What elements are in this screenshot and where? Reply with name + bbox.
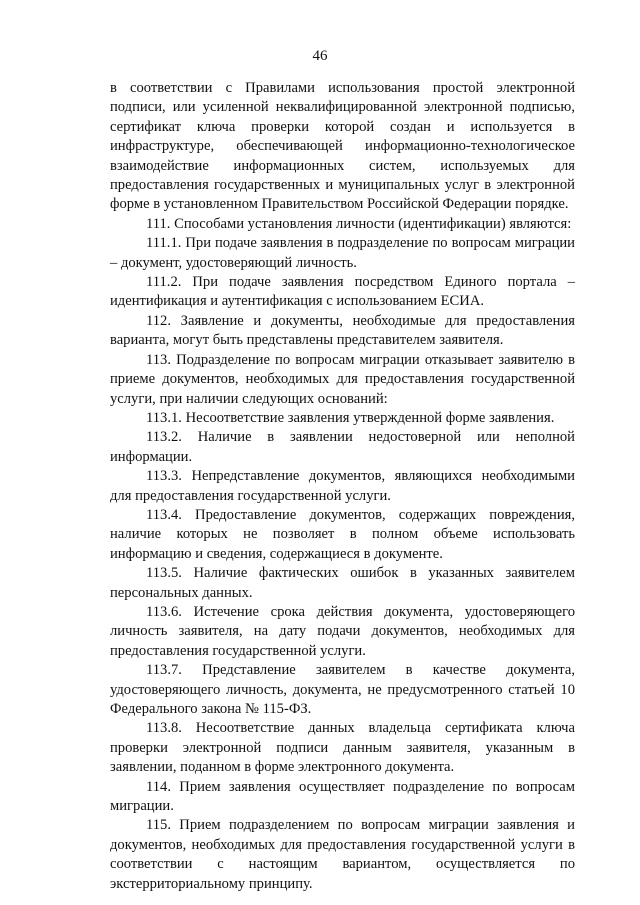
- page-number: 46: [312, 48, 328, 64]
- paragraph-111-1: 111.1. При подаче заявления в подразделение по вопросам миграции – документ, удостоверяющий личность.: [110, 235, 575, 271]
- paragraph-113-6: 113.6. Истечение срока действия документа, удостоверяющего личность заявителя, на дату подачи документов, необходимых для предоставления государственной услуги.: [110, 603, 575, 659]
- paragraph-113-5: 113.5. Наличие фактических ошибок в указанных заявителем персональных данных.: [110, 565, 575, 601]
- paragraph-113: 113. Подразделение по вопросам миграции отказывает заявителю в приеме документов, необходимых для предоставления государственной услуги, при наличии следующих оснований:: [110, 351, 575, 407]
- paragraph-111-2: 111.2. При подаче заявления посредством Единого портала – идентификация и аутентификация с использованием ЕСИА.: [110, 274, 575, 310]
- paragraph-112: 112. Заявление и документы, необходимые для предоставления варианта, могут быть представлены представителем заявителя.: [110, 312, 575, 349]
- paragraph-113-3: 113.3. Непредставление документов, являющихся необходимыми для предоставления государственной услуги.: [110, 468, 575, 504]
- paragraph-113-7: 113.7. Представление заявителем в качестве документа, удостоверяющего личность, документа, не предусмотренного статьей 10 Федерального закона № 115-ФЗ.: [110, 662, 575, 717]
- paragraph-continuation: в соответствии с Правилами использования простой электронной подписи, или усиленной неквалифицированной электронной подписью, сертификат ключа проверки которой создан и используется в инфраструктуре, обеспечивающей информационно-технологическое взаимодействие информационных систем, используемых для предоставления государственных и муниципальных услуг в электронной форме в установленном Правительством Российской Федерации порядке.: [110, 80, 575, 213]
- paragraph-114: 114. Прием заявления осуществляет подразделение по вопросам миграции.: [110, 778, 575, 815]
- paragraph-113-1: 113.1. Несоответствие заявления утвержденной форме заявления.: [146, 409, 555, 426]
- document-body: [110, 79, 575, 894]
- paragraph-113-2: 113.2. Наличие в заявлении недостоверной или неполной информации.: [110, 429, 575, 465]
- paragraph-113-4: 113.4. Предоставление документов, содержащих повреждения, наличие которых не позволяет в полном объеме использовать информацию и сведения, содержащиеся в документе.: [110, 506, 575, 562]
- paragraph-111: 111. Способами установления личности (идентификации) являются:: [146, 215, 572, 232]
- paragraph-113-8: 113.8. Несоответствие данных владельца сертификата ключа проверки электронной подписи данным заявителя, указанным в заявлении, поданном в форме электронного документа.: [110, 720, 575, 776]
- paragraph-115: 115. Прием подразделением по вопросам миграции заявления и документов, необходимых для предоставления государственной услуги в соответствии с настоящим вариантом, осуществляется по экстерриториальному принципу.: [110, 817, 575, 892]
